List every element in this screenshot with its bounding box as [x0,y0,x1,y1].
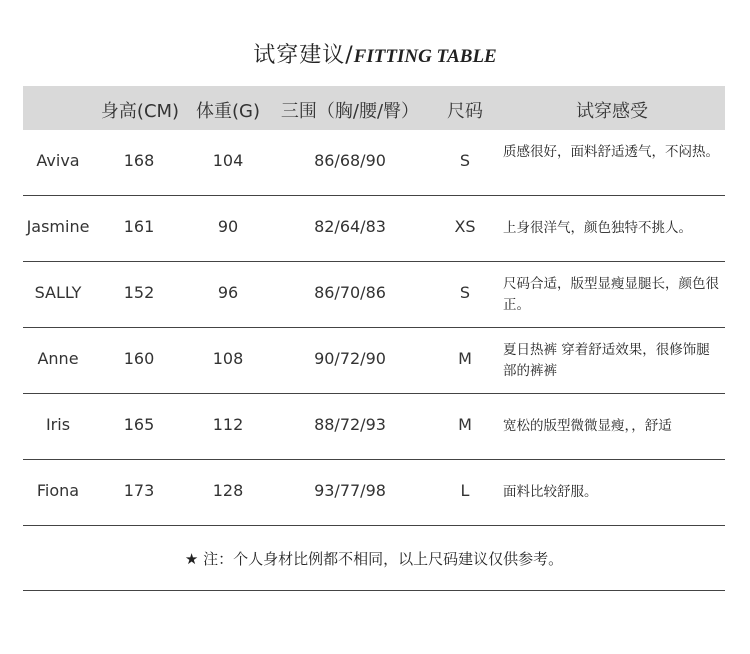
cell-height: 173 [123,481,155,500]
cell-feedback: 夏日热裤 穿着舒适效果，很修饰腿部的裤裤 [503,342,710,379]
cell-size: M [458,349,472,368]
cell-height: 165 [123,415,155,434]
cell-measurements: 82/64/83 [314,217,386,236]
header-feedback: 试穿感受 [576,101,648,122]
footer-note [23,526,725,591]
cell-feedback: 质感很好，面料舒适透气，不闷热。 [503,144,719,160]
fitting-table [23,86,725,526]
cell-feedback: 宽松的版型微微显瘦，，舒适 [503,418,672,434]
cell-measurements: 86/68/90 [314,151,386,170]
cell-measurements: 86/70/86 [314,283,386,302]
cell-weight: 90 [217,217,239,236]
cell-weight: 104 [212,151,244,170]
page-title [0,38,750,69]
header-size: 尺码 [447,101,483,122]
cell-feedback: 面料比较舒服。 [503,484,598,500]
header-weight: 体重(G) [196,101,260,122]
cell-feedback: 上身很洋气，颜色独特不挑人。 [503,220,692,236]
table-row [23,130,725,196]
table-row [23,196,725,262]
cell-size: S [459,283,471,302]
table-header [23,86,725,130]
footer-text: ★ 注：个人身材比例都不相同，以上尺码建议仅供参考。 [184,550,564,568]
cell-weight: 112 [212,415,244,434]
cell-name: SALLY [34,283,82,302]
cell-name: Anne [37,349,79,368]
cell-name: Aviva [36,151,80,170]
header-height: 身高(CM) [100,101,180,122]
cell-size: M [458,415,472,434]
cell-weight: 128 [212,481,244,500]
table-row [23,460,725,526]
cell-height: 152 [123,283,155,302]
table-row [23,328,725,394]
title-en: FITTING TABLE [353,46,497,67]
cell-measurements: 88/72/93 [314,415,386,434]
title-cn: 试穿建议/ [253,43,354,68]
cell-name: Fiona [36,481,80,500]
header-measurements: 三围（胸/腰/臀） [280,101,420,122]
cell-height: 160 [123,349,155,368]
cell-measurements: 93/77/98 [314,481,386,500]
cell-height: 161 [123,217,155,236]
cell-name: Iris [45,415,71,434]
table-row [23,262,725,328]
cell-feedback: 尺码合适，版型显瘦显腿长，颜色很正。 [503,276,719,313]
cell-weight: 96 [217,283,239,302]
cell-measurements: 90/72/90 [314,349,386,368]
cell-weight: 108 [212,349,244,368]
table-row [23,394,725,460]
cell-height: 168 [123,151,155,170]
cell-size: S [459,151,471,170]
cell-size: XS [454,217,476,236]
cell-size: L [460,481,470,500]
cell-name: Jasmine [26,217,90,236]
